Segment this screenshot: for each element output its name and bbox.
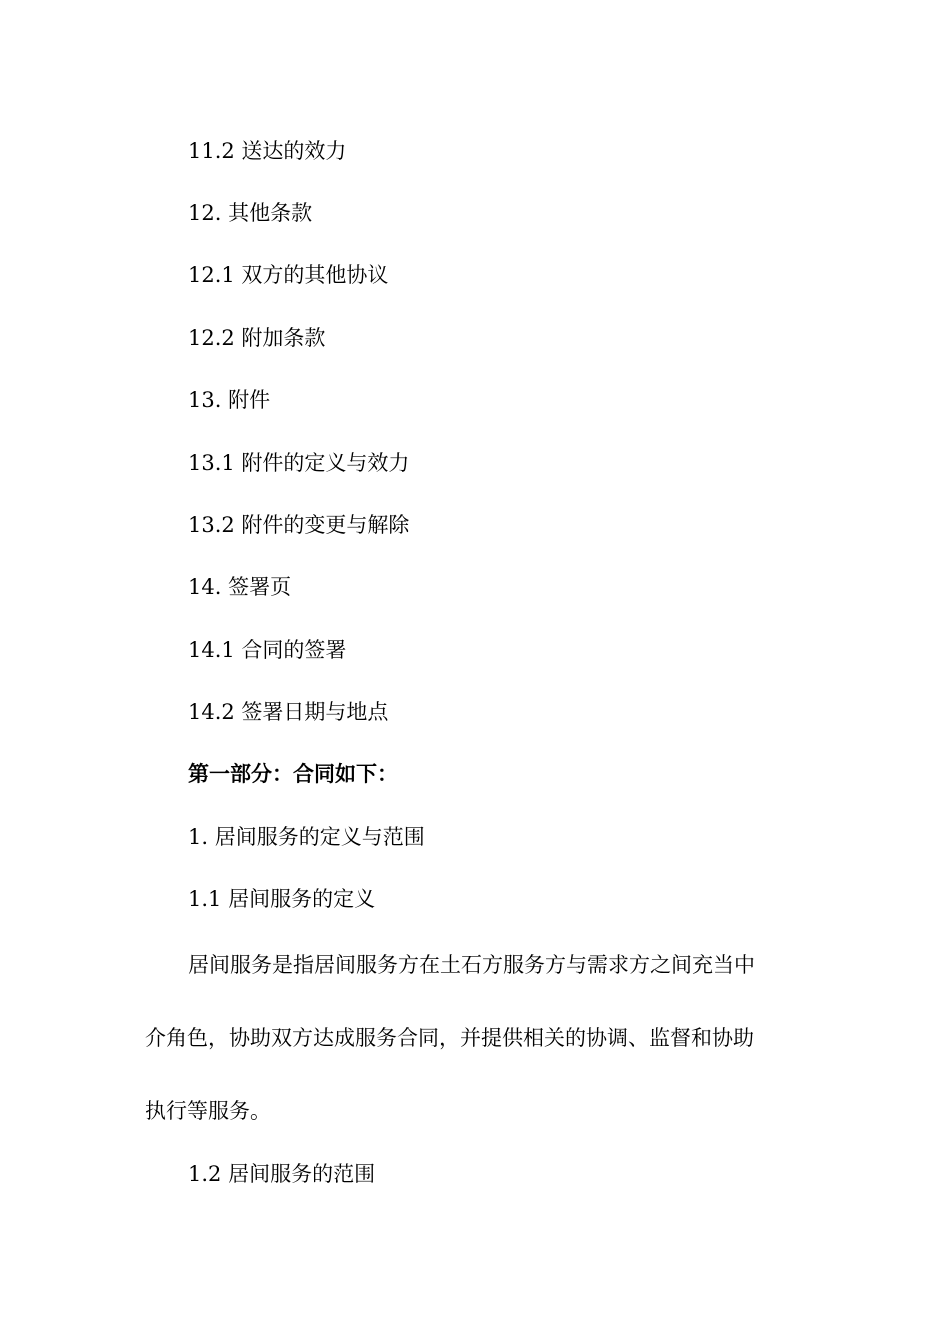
toc-entry-14: 14. 签署页 (188, 575, 292, 599)
clause-1-1-heading: 1.1 居间服务的定义 (188, 887, 376, 911)
toc-entry-14-2: 14.2 签署日期与地点 (188, 700, 389, 724)
toc-entry-12-2: 12.2 附加条款 (188, 326, 326, 350)
toc-entry-11-2: 11.2 送达的效力 (188, 139, 347, 163)
toc-entry-14-1: 14.1 合同的签署 (188, 638, 347, 662)
clause-1-heading: 1. 居间服务的定义与范围 (188, 825, 425, 849)
paragraph-line-2: 介角色，协助双方达成服务合同，并提供相关的协调、监督和协助 (145, 1026, 754, 1050)
paragraph-line-3: 执行等服务。 (145, 1099, 271, 1123)
toc-entry-12: 12. 其他条款 (188, 201, 313, 225)
toc-entry-13: 13. 附件 (188, 388, 271, 412)
toc-entry-13-1: 13.1 附件的定义与效力 (188, 451, 410, 475)
section-heading: 第一部分：合同如下： (188, 762, 398, 786)
paragraph-line-1: 居间服务是指居间服务方在土石方服务方与需求方之间充当中 (188, 953, 755, 977)
toc-entry-12-1: 12.1 双方的其他协议 (188, 263, 389, 287)
clause-1-2-heading: 1.2 居间服务的范围 (188, 1162, 376, 1186)
toc-entry-13-2: 13.2 附件的变更与解除 (188, 513, 410, 537)
